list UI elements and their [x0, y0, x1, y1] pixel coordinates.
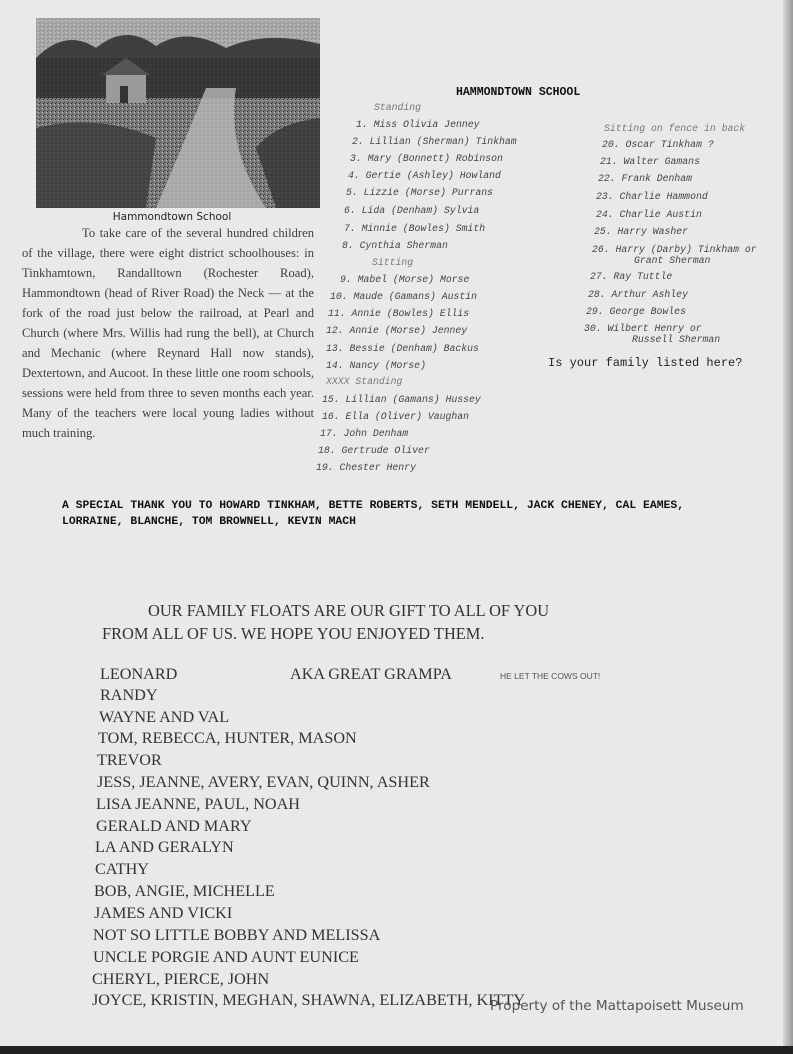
family-question: Is your family listed here? — [548, 356, 743, 370]
roster-left-line: Sitting — [372, 257, 414, 268]
roster-right-line: 24. Charlie Austin — [596, 209, 702, 220]
photo-caption: Hammondtown School — [112, 211, 232, 223]
roster-left-line: 8. Cynthia Sherman — [342, 240, 448, 251]
family-name: GERALD AND MARY — [96, 817, 252, 835]
roster-left-line: 11. Annie (Bowles) Ellis — [328, 308, 470, 319]
family-name: CHERYL, PIERCE, JOHN — [92, 970, 270, 988]
family-name: NOT SO LITTLE BOBBY AND MELISSA — [93, 926, 381, 944]
floats-line-2: FROM ALL OF US. WE HOPE YOU ENJOYED THEM. — [102, 624, 485, 643]
roster-left-line: 2. Lillian (Sherman) Tinkham — [352, 136, 517, 147]
roster-left-line: 4. Gertie (Ashley) Howland — [348, 170, 501, 181]
family-name: UNCLE PORGIE AND AUNT EUNICE — [93, 948, 359, 966]
roster-left-line: 16. Ella (Oliver) Vaughan — [322, 411, 469, 422]
floats-message — [102, 599, 550, 645]
family-name: JOYCE, KRISTIN, MEGHAN, SHAWNA, ELIZABETH, KITTY — [92, 991, 526, 1009]
roster-left-line: 7. Minnie (Bowles) Smith — [344, 223, 486, 234]
roster-left-line: 9. Mabel (Morse) Morse — [340, 274, 470, 285]
roster-right-line: 20. Oscar Tinkham ? — [602, 139, 714, 150]
roster-right-line: Grant Sherman — [634, 255, 711, 266]
roster-left-line: 15. Lillian (Gamans) Hussey — [322, 394, 481, 405]
roster-right-line: 29. George Bowles — [586, 306, 686, 317]
aka-note: AKA GREAT GRAMPA — [290, 665, 452, 683]
roster-left-line: 18. Gertrude Oliver — [318, 445, 430, 456]
roster-left-line: Standing — [374, 102, 422, 113]
family-name: BOB, ANGIE, MICHELLE — [94, 882, 275, 900]
family-name: LISA JEANNE, PAUL, NOAH — [96, 795, 301, 813]
floats-line-1: OUR FAMILY FLOATS ARE OUR GIFT TO ALL OF YOU — [148, 601, 550, 620]
roster-right-line: 30. Wilbert Henry or — [584, 323, 702, 334]
roster-right-line: Russell Sherman — [632, 334, 721, 345]
family-name: CATHY — [95, 860, 149, 878]
roster-right-line: 27. Ray Tuttle — [590, 271, 673, 282]
family-name: TREVOR — [97, 751, 162, 769]
family-name: JAMES AND VICKI — [94, 904, 233, 922]
roster-right-line: 23. Charlie Hammond — [596, 191, 708, 202]
roster-left-line: 12. Annie (Morse) Jenney — [326, 325, 468, 336]
roster-right-line: 26. Harry (Darby) Tinkham or — [592, 244, 757, 255]
roster-left-line: 3. Mary (Bonnett) Robinson — [350, 153, 503, 164]
roster-left-line: 13. Bessie (Denham) Backus — [326, 343, 479, 354]
roster-left-line: 14. Nancy (Morse) — [326, 360, 426, 371]
roster-left-line: 19. Chester Henry — [316, 462, 416, 473]
family-name: LEONARD — [100, 665, 178, 683]
family-name: RANDY — [100, 686, 158, 704]
roster-left-line: 17. John Denham — [320, 428, 409, 439]
cows-note: HE LET THE COWS OUT! — [500, 671, 601, 681]
roster-left-line: XXXX Standing — [326, 376, 403, 387]
history-paragraph — [22, 223, 314, 443]
family-name: LA AND GERALYN — [95, 838, 234, 856]
page-edge-shadow — [783, 0, 793, 1054]
hammondtown-school-photo — [36, 18, 320, 208]
page-bottom-edge — [0, 1046, 793, 1054]
roster-left-line: 10. Maude (Gamans) Austin — [330, 291, 477, 302]
museum-watermark: Property of the Mattapoisett Museum — [490, 998, 744, 1014]
roster-right-line: 28. Arthur Ashley — [588, 289, 688, 300]
roster-left-line: 6. Lida (Denham) Sylvia — [344, 205, 480, 216]
school-title: HAMMONDTOWN SCHOOL — [456, 86, 581, 99]
roster-left-line: 5. Lizzie (Morse) Purrans — [346, 187, 493, 198]
roster-right-line: Sitting on fence in back — [604, 123, 746, 134]
roster-right-line: 25. Harry Washer — [594, 226, 689, 237]
roster-right-line: 22. Frank Denham — [598, 173, 693, 184]
family-name: TOM, REBECCA, HUNTER, MASON — [98, 729, 357, 747]
roster-left-line: 1. Miss Olivia Jenney — [356, 119, 480, 130]
history-text: To take care of the several hundred children of the village, there were eight district schoolhouses: in Tinkhamtown, Randalltown (Rochester Road), Hammondtown (head of River Road) the Neck — at the fork of the road just below the railroad, at Pearl and Church (where Mrs. Willis had rung the bell), at Church and Mechanic (where Reynard Hall now stands), Dextertown, and Aucoot. In these little one room schools, sessions were held from three to seven months each year. Many of the teachers were local young ladies without much training. — [22, 226, 314, 440]
family-name: JESS, JEANNE, AVERY, EVAN, QUINN, ASHER — [97, 773, 430, 791]
roster-right-line: 21. Walter Gamans — [600, 156, 700, 167]
family-name: WAYNE AND VAL — [99, 708, 230, 726]
thank-you-note: A SPECIAL THANK YOU TO HOWARD TINKHAM, BETTE ROBERTS, SETH MENDELL, JACK CHENEY, CAL EAMES, LORRAINE, BLANCHE, TOM BROWNELL, KEVIN MACH — [62, 500, 685, 528]
